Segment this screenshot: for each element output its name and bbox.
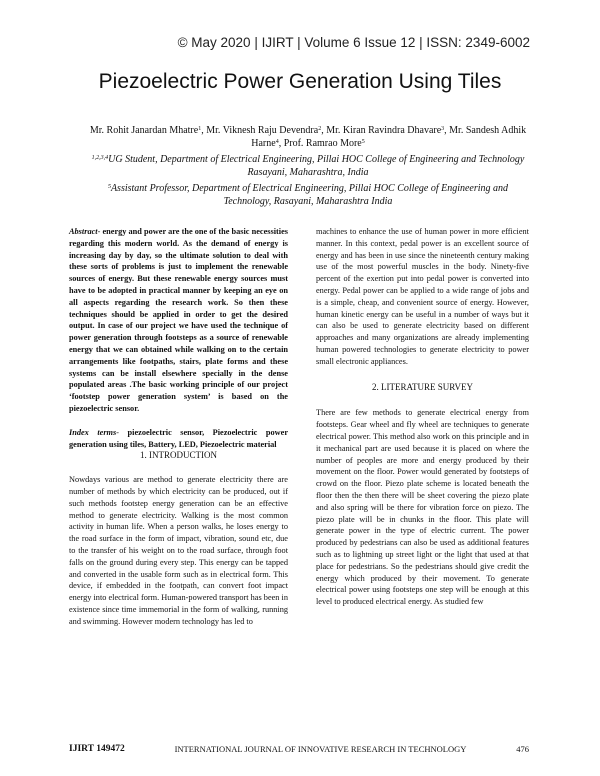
affiliation-students-text: UG Student, Department of Electrical Engineering, Pillai HOC College of Engineering and Technology Rasayani, Maharashtra, India bbox=[108, 154, 525, 178]
left-column bbox=[69, 226, 288, 628]
abstract-text: energy and power are the one of the basic necessities regarding this modern world. As the demand of energy is increasing day by day, so the ultimate solution to deal with these sorts of problems is just to implement the renewable sources of energy. But these renewable energy sources must have to be adopted in practical manner by keeping an eye on all aspects regarding the research work. So then these techniques should be applied in order to get the desired output. In case of our project we have used the technique of power generation through footsteps as a source of renewable energy that we can obtained while walking on to the certain arrangements like footpaths, stairs, plate forms and these systems can be install elsewhere specially in the dense populated areas .The basic working principle of our project ‘footstep power generation system’ is based on the piezoelectric sensor. bbox=[69, 227, 288, 413]
author-1: Mr. Rohit Janardan Mhatre bbox=[89, 125, 199, 136]
author-4-mark: 4 bbox=[275, 139, 279, 145]
affiliation-professor-mark: 5 bbox=[107, 184, 111, 190]
journal-header: © May 2020 | IJIRT | Volume 6 Issue 12 | ISSN: 2349-6002 bbox=[177, 35, 530, 50]
author-5-mark: 5 bbox=[361, 139, 365, 145]
introduction-text: Nowdays various are method to generate electricity there are number of methods by which electricity can be produced, out if such methods footstep energy generation can be an effective method to generate electricity. Walking is the most common activity in human life. When a person walks, he loses energy to the road surface in the form of impact, vibration, sound etc, due to the transfer of his weight on to the road surface, through foot falls on the ground during every step. This energy can be tapped and converted in the usable form such as in electrical form. This device, if embedded in the footpath, can convert foot impact energy into electrical form. Human-powered transport has been in existence since time immemorial in the form of walking, running and swimming. However modern technology has led to bbox=[69, 475, 288, 626]
author-2: , Mr. Viknesh Raju Devendra bbox=[201, 125, 319, 136]
right-column bbox=[316, 226, 529, 608]
abstract bbox=[69, 226, 288, 415]
affiliation-professor bbox=[90, 182, 526, 208]
paper-title: Piezoelectric Power Generation Using Tiles bbox=[98, 70, 502, 93]
page-footer bbox=[69, 744, 529, 754]
footer-paper-id: IJIRT 149472 bbox=[69, 744, 125, 754]
author-4: , Mr. Sandesh Adhik Harne bbox=[251, 125, 527, 149]
author-5: , Prof. Ramrao More bbox=[278, 138, 362, 149]
footer-journal-name: INTERNATIONAL JOURNAL OF INNOVATIVE RESEARCH IN TECHNOLOGY bbox=[174, 744, 467, 754]
author-3-mark: 3 bbox=[441, 126, 445, 132]
affiliation-students bbox=[90, 153, 526, 179]
author-3: , Mr. Kiran Ravindra Dhavare bbox=[321, 125, 442, 136]
literature-survey-text: There are few methods to generate electrical energy from footsteps. Gear wheel and fly wheel are techniques to generate electrical power. This method also work on this principle and in it mechanical part are used because it is placed on where the number of peoples are more and energy produced by their movement on the floor. Power would generated by footsteps of crowd on the floor. Piezo plate scheme is located beneath the floor then the then there will be sheet covering the piezo plate and also spring will be there for vibration force on piezo. The piezo plate will be in chunks in the floor. This plate will generate power in the type of electric current. The power produced by pedestrians can also be used as additional features such as to lightning up street light or the light that used at that place for pedestrians. So the pedestrians should give credit the energy which produced by their movement. To generate electrical power using footsteps one step will be enough at this level to produced electrical energy. As studied few bbox=[316, 408, 529, 607]
author-2-mark: 2 bbox=[318, 126, 322, 132]
literature-survey-heading: 2. LITERATURE SURVEY bbox=[371, 381, 474, 392]
author-list bbox=[88, 124, 528, 150]
author-1-mark: 1 bbox=[198, 126, 202, 132]
affiliation-students-mark: 1,2,3,4 bbox=[91, 155, 109, 161]
introduction-continued: machines to enhance the use of human power in more efficient manner. In this context, pedal power is an excellent source of energy and has been in use since the nineteenth century making use of the most powerful muscles in the body. Ninety-five percent of the exertion put into pedal power is converted into energy. Pedal power can be applied to a wide range of jobs and is a simple, cheap, and convenient source of energy. However, human kinetic energy can be useful in a number of ways but it can also be used to generate electricity based on different approaches and many organizations are already implementing human powered technologies to generate electricity to power small electronic appliances. bbox=[316, 227, 529, 366]
affiliation-professor-text: Assistant Professor, Department of Electrical Engineering, Pillai HOC College of Engineering and Technology, Rasayani, Maharashtra India bbox=[110, 183, 509, 207]
abstract-label: Abstract- bbox=[69, 227, 101, 236]
index-terms-text: piezoelectric sensor, Piezoelectric power generation using tiles, Battery, LED, Piezoelectric material bbox=[69, 427, 288, 449]
index-terms-label: Index terms- bbox=[69, 427, 120, 437]
introduction-heading: 1. INTRODUCTION bbox=[140, 450, 217, 461]
footer-page-number: 476 bbox=[516, 744, 529, 754]
index-terms bbox=[69, 427, 288, 451]
